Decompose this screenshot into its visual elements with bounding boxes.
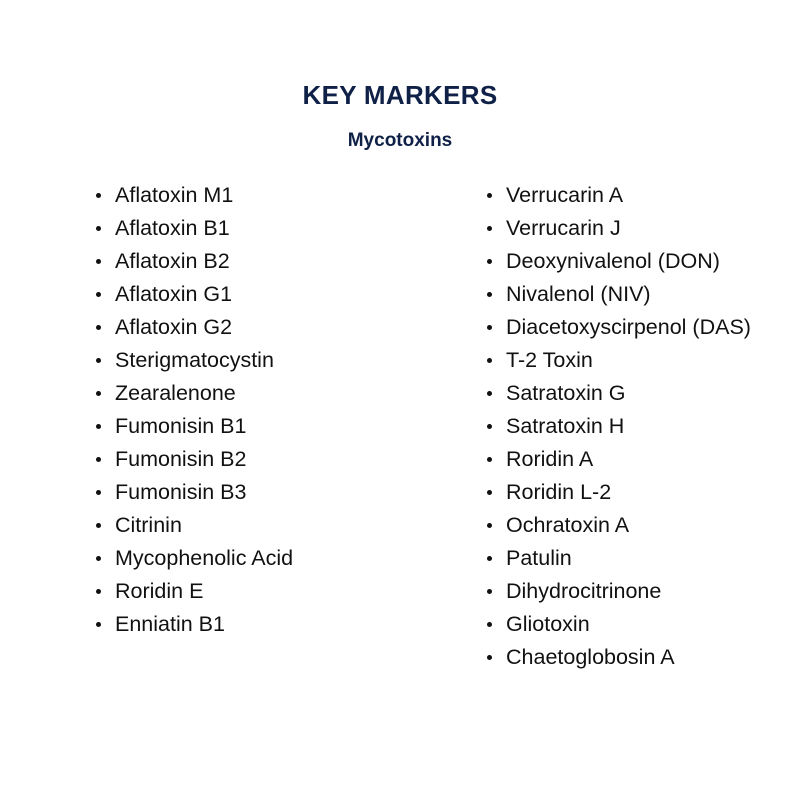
bullet-icon bbox=[96, 424, 101, 429]
list-item bbox=[94, 443, 294, 476]
list-item-label: Aflatoxin M1 bbox=[115, 183, 234, 207]
list-item bbox=[485, 509, 785, 542]
list-item bbox=[94, 344, 294, 377]
list-item-label: Citrinin bbox=[115, 513, 182, 537]
list-item-label: Verrucarin J bbox=[506, 216, 621, 240]
page-title: KEY MARKERS bbox=[302, 80, 498, 110]
list-item bbox=[485, 443, 785, 476]
list-item bbox=[485, 410, 785, 443]
bullet-icon bbox=[96, 391, 101, 396]
list-item bbox=[94, 212, 294, 245]
bullet-icon bbox=[96, 622, 101, 627]
list-item-label: Aflatoxin G2 bbox=[115, 315, 233, 339]
bullet-icon bbox=[96, 259, 101, 264]
list-item bbox=[94, 245, 294, 278]
list-item-label: Roridin A bbox=[506, 447, 594, 471]
list-item-label: Aflatoxin B2 bbox=[115, 249, 230, 273]
list-item-label: Satratoxin H bbox=[506, 414, 625, 438]
bullet-icon bbox=[487, 523, 492, 528]
bullet-icon bbox=[487, 259, 492, 264]
list-item bbox=[485, 212, 785, 245]
bullet-icon bbox=[96, 325, 101, 330]
bullet-icon bbox=[96, 457, 101, 462]
list-item-label: Dihydrocitrinone bbox=[506, 579, 662, 603]
bullet-icon bbox=[487, 325, 492, 330]
list-item-label: Deoxynivalenol (DON) bbox=[506, 249, 720, 273]
bullet-icon bbox=[487, 556, 492, 561]
bullet-icon bbox=[96, 358, 101, 363]
list-item bbox=[485, 641, 785, 674]
list-item bbox=[94, 278, 294, 311]
list-item-label: Aflatoxin B1 bbox=[115, 216, 230, 240]
bullet-icon bbox=[96, 589, 101, 594]
list-item-label: Gliotoxin bbox=[506, 612, 590, 636]
list-item bbox=[94, 377, 294, 410]
list-item-label: Verrucarin A bbox=[506, 183, 624, 207]
marker-list-right bbox=[485, 179, 785, 674]
bullet-icon bbox=[487, 589, 492, 594]
list-item-label: Fumonisin B1 bbox=[115, 414, 247, 438]
bullet-icon bbox=[96, 490, 101, 495]
list-item bbox=[485, 245, 785, 278]
bullet-icon bbox=[96, 193, 101, 198]
bullet-icon bbox=[487, 655, 492, 660]
bullet-icon bbox=[487, 490, 492, 495]
list-item bbox=[94, 179, 294, 212]
list-item-label: Mycophenolic Acid bbox=[115, 546, 294, 570]
bullet-icon bbox=[487, 226, 492, 231]
list-item bbox=[94, 509, 294, 542]
list-item-label: Enniatin B1 bbox=[115, 612, 225, 636]
list-item bbox=[485, 344, 785, 377]
list-item-label: Zearalenone bbox=[115, 381, 236, 405]
list-item bbox=[485, 179, 785, 212]
bullet-icon bbox=[487, 193, 492, 198]
bullet-icon bbox=[487, 424, 492, 429]
list-item-label: Patulin bbox=[506, 546, 572, 570]
list-item-label: Fumonisin B3 bbox=[115, 480, 247, 504]
list-item-label: Fumonisin B2 bbox=[115, 447, 247, 471]
list-item bbox=[94, 476, 294, 509]
marker-list-left bbox=[94, 179, 294, 641]
bullet-icon bbox=[96, 523, 101, 528]
list-item bbox=[94, 542, 294, 575]
list-item bbox=[94, 311, 294, 344]
list-item bbox=[94, 575, 294, 608]
list-item bbox=[94, 410, 294, 443]
list-item bbox=[485, 311, 785, 344]
bullet-icon bbox=[487, 292, 492, 297]
list-item bbox=[485, 476, 785, 509]
list-item-label: Satratoxin G bbox=[506, 381, 626, 405]
list-item-label: Roridin L-2 bbox=[506, 480, 612, 504]
bullet-icon bbox=[96, 556, 101, 561]
list-item bbox=[485, 608, 785, 641]
list-item-label: Roridin E bbox=[115, 579, 204, 603]
list-item bbox=[485, 377, 785, 410]
list-item-label: Nivalenol (NIV) bbox=[506, 282, 651, 306]
bullet-icon bbox=[487, 622, 492, 627]
list-item bbox=[485, 278, 785, 311]
list-item-label: Chaetoglobosin A bbox=[506, 645, 675, 669]
list-item-label: Aflatoxin G1 bbox=[115, 282, 233, 306]
bullet-icon bbox=[96, 292, 101, 297]
list-item-label: Diacetoxyscirpenol (DAS) bbox=[506, 315, 751, 339]
bullet-icon bbox=[96, 226, 101, 231]
list-item-label: Sterigmatocystin bbox=[115, 348, 274, 372]
list-item bbox=[485, 575, 785, 608]
page-subtitle: Mycotoxins bbox=[347, 130, 453, 151]
bullet-icon bbox=[487, 391, 492, 396]
bullet-icon bbox=[487, 457, 492, 462]
bullet-icon bbox=[487, 358, 492, 363]
list-item bbox=[485, 542, 785, 575]
list-item-label: T-2 Toxin bbox=[506, 348, 593, 372]
list-item bbox=[94, 608, 294, 641]
list-item-label: Ochratoxin A bbox=[506, 513, 630, 537]
